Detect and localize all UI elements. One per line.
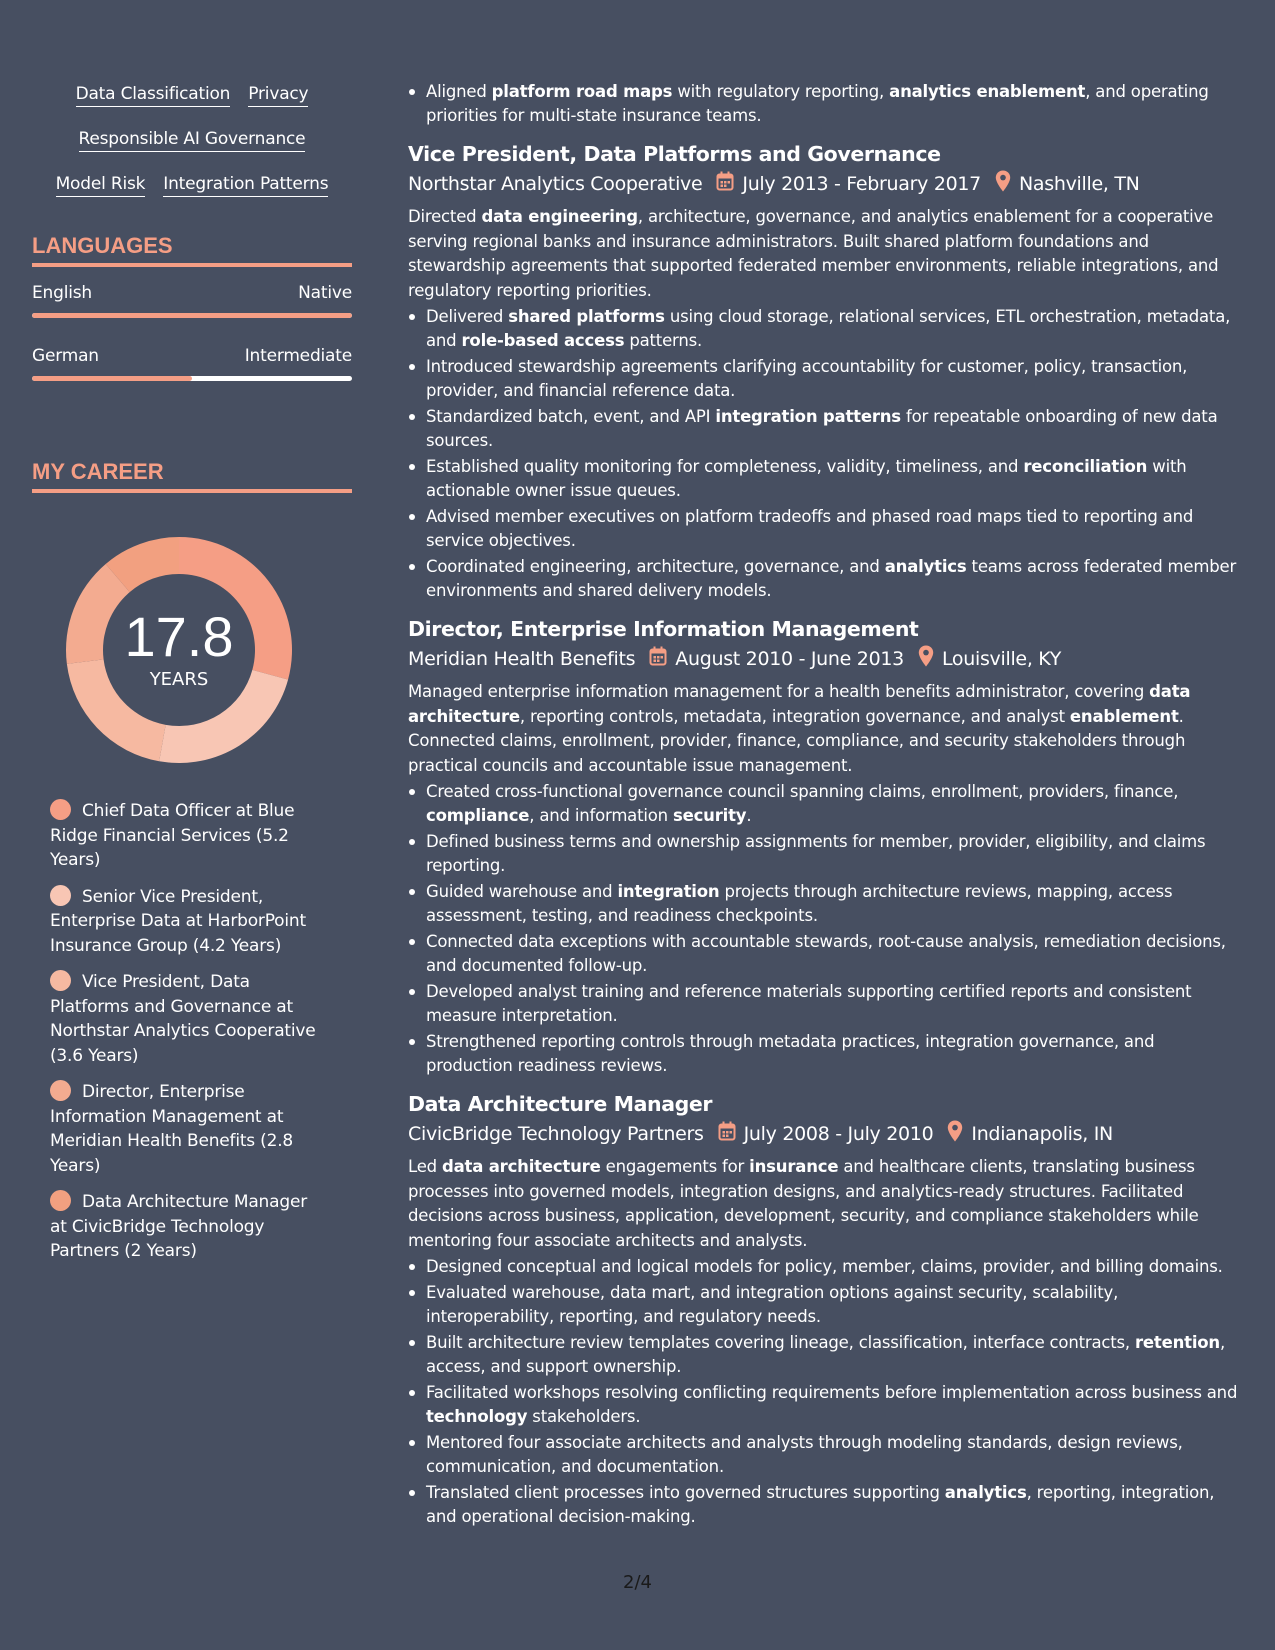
job-bullets bbox=[408, 305, 1238, 603]
job-title: Vice President, Data Platforms and Governance bbox=[408, 142, 941, 166]
legend-swatch bbox=[50, 970, 71, 991]
language-row bbox=[32, 346, 352, 366]
bullet-item bbox=[426, 780, 1238, 828]
career-legend bbox=[50, 799, 328, 1264]
carryover-bullets bbox=[408, 80, 1238, 128]
job-meta bbox=[408, 170, 1238, 197]
bullet-item bbox=[426, 80, 1238, 128]
emphasis-text: integration patterns bbox=[715, 407, 901, 426]
bullet-item bbox=[426, 1281, 1238, 1329]
text-run: , and operating priorities for multi-state insurance teams. bbox=[426, 82, 1209, 125]
job-location: Nashville, TN bbox=[1018, 172, 1140, 195]
donut-center bbox=[64, 535, 294, 765]
languages-heading: LANGUAGES bbox=[32, 233, 352, 267]
legend-swatch bbox=[50, 1190, 71, 1211]
text-run: , and information bbox=[529, 806, 673, 825]
job-location: Indianapolis, IN bbox=[971, 1122, 1113, 1145]
company-name: Northstar Analytics Cooperative bbox=[408, 172, 703, 195]
text-run: Connected data exceptions with accountable stewards, root-cause analysis, remediation decisions, and documented follow-up. bbox=[426, 932, 1226, 975]
text-run: Aligned bbox=[426, 82, 492, 101]
job-dates: July 2008 - July 2010 bbox=[743, 1122, 934, 1145]
career-legend-item bbox=[50, 799, 328, 873]
page-number: 2/4 bbox=[623, 1572, 652, 1593]
bullet-item bbox=[426, 830, 1238, 878]
career-total-unit: YEARS bbox=[149, 669, 209, 690]
emphasis-text: data engineering bbox=[481, 207, 638, 226]
skill-tag: Integration Patterns bbox=[163, 174, 328, 197]
text-run: Led bbox=[408, 1157, 442, 1176]
text-run: Coordinated engineering, architecture, governance, and bbox=[426, 557, 885, 576]
job-title: Data Architecture Manager bbox=[408, 1092, 713, 1116]
job-summary bbox=[408, 1155, 1238, 1253]
language-name: English bbox=[32, 283, 92, 303]
text-run: Translated client processes into governed structures supporting bbox=[426, 1483, 945, 1502]
language-level-fill bbox=[32, 313, 352, 318]
skill-tag: Model Risk bbox=[56, 174, 146, 197]
job-summary bbox=[408, 680, 1238, 778]
company-name: Meridian Health Benefits bbox=[408, 647, 636, 670]
skill-tag: Privacy bbox=[248, 84, 308, 107]
text-run: Evaluated warehouse, data mart, and integration options against security, scalability, interoperability, reporting, and regulatory needs. bbox=[426, 1283, 1119, 1326]
bullet-item bbox=[426, 1255, 1238, 1279]
job-entry bbox=[408, 617, 1238, 1078]
career-heading: MY CAREER bbox=[32, 459, 352, 493]
bullet-item bbox=[426, 930, 1238, 978]
text-run: . bbox=[746, 806, 752, 825]
legend-swatch bbox=[50, 885, 71, 906]
text-run: Managed enterprise information management for a health benefits administrator, covering bbox=[408, 682, 1150, 701]
text-run: Guided warehouse and bbox=[426, 882, 618, 901]
emphasis-text: role-based access bbox=[461, 331, 625, 350]
emphasis-text: analytics bbox=[944, 1483, 1027, 1502]
text-run: Created cross-functional governance council spanning claims, enrollment, providers, finance, bbox=[426, 782, 1179, 801]
bullet-item bbox=[426, 1030, 1238, 1078]
job-dates: July 2013 - February 2017 bbox=[742, 172, 981, 195]
legend-swatch bbox=[50, 799, 71, 820]
bullet-item bbox=[426, 455, 1238, 503]
calendar-icon bbox=[649, 646, 667, 671]
text-run: Introduced stewardship agreements clarifying accountability for customer, policy, transaction, provider, and financial reference data. bbox=[426, 357, 1188, 400]
career-legend-label: Director, Enterprise Information Management at Meridian Health Benefits (2.8 Years) bbox=[50, 1082, 294, 1176]
career-legend-item bbox=[50, 970, 328, 1068]
text-run: Established quality monitoring for completeness, validity, timeliness, and bbox=[426, 457, 1024, 476]
emphasis-text: data architecture bbox=[441, 1157, 601, 1176]
text-run: patterns. bbox=[624, 331, 703, 350]
language-level-bar bbox=[32, 313, 352, 318]
job-list bbox=[408, 142, 1238, 1529]
bullet-item bbox=[426, 1481, 1238, 1529]
text-run: using cloud storage, relational services, ETL orchestration, metadata, and bbox=[426, 307, 1231, 350]
text-run: Built architecture review templates covering lineage, classification, interface contracts, bbox=[426, 1333, 1135, 1352]
sidebar bbox=[32, 84, 352, 1276]
text-run: and healthcare clients, translating business processes into governed models, integration designs, and analytics-ready structures. Facilitated decisions across business, application, development, security, and compliance stakeholders while mentoring four associate architects and analysts. bbox=[408, 1157, 1199, 1250]
career-legend-item bbox=[50, 885, 328, 959]
map-pin-icon bbox=[995, 170, 1011, 197]
bullet-item bbox=[426, 1331, 1238, 1379]
bullet-item bbox=[426, 1381, 1238, 1429]
text-run: . Connected claims, enrollment, provider, finance, compliance, and security stakeholders through practical councils and accountable issue management. bbox=[408, 706, 1186, 775]
legend-swatch bbox=[50, 1080, 71, 1101]
language-level-bar bbox=[32, 376, 352, 381]
skill-tag-row bbox=[32, 84, 352, 107]
emphasis-text: reconciliation bbox=[1023, 457, 1148, 476]
job-meta bbox=[408, 645, 1238, 672]
career-donut-chart bbox=[64, 535, 294, 765]
bullet-item bbox=[426, 305, 1238, 353]
bullet-item bbox=[426, 880, 1238, 928]
career-legend-label: Senior Vice President, Enterprise Data at HarborPoint Insurance Group (4.2 Years) bbox=[50, 886, 306, 956]
languages-list bbox=[32, 283, 352, 381]
language-item bbox=[32, 346, 352, 381]
emphasis-text: technology bbox=[426, 1407, 528, 1426]
emphasis-text: analytics enablement bbox=[889, 82, 1086, 101]
text-run: Delivered bbox=[426, 307, 509, 326]
text-run: Developed analyst training and reference materials supporting certified reports and consistent measure interpretation. bbox=[426, 982, 1192, 1025]
language-name: German bbox=[32, 346, 99, 366]
bullet-item bbox=[426, 505, 1238, 553]
language-row bbox=[32, 283, 352, 303]
text-run: stakeholders. bbox=[527, 1407, 641, 1426]
job-summary bbox=[408, 205, 1238, 303]
company-name: CivicBridge Technology Partners bbox=[408, 1122, 704, 1145]
skill-tags bbox=[32, 84, 352, 197]
text-run: teams across federated member environments and shared delivery models. bbox=[426, 557, 1237, 600]
text-run: Strengthened reporting controls through metadata practices, integration governance, and production readiness reviews. bbox=[426, 1032, 1155, 1075]
calendar-icon bbox=[716, 171, 734, 196]
skill-tag: Responsible AI Governance bbox=[79, 129, 306, 152]
career-legend-label: Data Architecture Manager at CivicBridge Technology Partners (2 Years) bbox=[50, 1192, 307, 1261]
job-meta bbox=[408, 1120, 1238, 1147]
text-run: Defined business terms and ownership assignments for member, provider, eligibility, and claims reporting. bbox=[426, 832, 1206, 875]
text-run: , access, and support ownership. bbox=[426, 1333, 1226, 1376]
text-run: Facilitated workshops resolving conflicting requirements before implementation across business and bbox=[426, 1383, 1238, 1402]
calendar-icon bbox=[718, 1121, 736, 1146]
text-run: for repeatable onboarding of new data sources. bbox=[426, 407, 1218, 450]
emphasis-text: platform road maps bbox=[491, 82, 673, 101]
career-total-years: 17.8 bbox=[124, 605, 234, 668]
job-title: Director, Enterprise Information Management bbox=[408, 617, 919, 641]
career-legend-label: Vice President, Data Platforms and Governance at Northstar Analytics Cooperative (3.6 Years) bbox=[50, 972, 316, 1066]
text-run: engagements for bbox=[600, 1157, 750, 1176]
text-run: Directed bbox=[408, 207, 482, 226]
language-level: Native bbox=[298, 283, 352, 303]
bullet-item bbox=[426, 405, 1238, 453]
job-entry bbox=[408, 1092, 1238, 1529]
text-run: with regulatory reporting, bbox=[672, 82, 890, 101]
text-run: , reporting controls, metadata, integration governance, and analyst bbox=[519, 706, 1070, 726]
language-level-fill bbox=[32, 376, 192, 381]
emphasis-text: shared platforms bbox=[508, 307, 665, 326]
job-bullets bbox=[408, 780, 1238, 1078]
career-legend-label: Chief Data Officer at Blue Ridge Financial Services (5.2 Years) bbox=[50, 801, 295, 870]
job-dates: August 2010 - June 2013 bbox=[675, 647, 904, 670]
skill-tag-row bbox=[32, 174, 352, 197]
career-legend-item bbox=[50, 1190, 328, 1264]
bullet-item bbox=[426, 1431, 1238, 1479]
language-item bbox=[32, 283, 352, 318]
emphasis-text: data architecture bbox=[408, 682, 1191, 726]
bullet-item bbox=[426, 980, 1238, 1028]
text-run: Standardized batch, event, and API bbox=[426, 407, 716, 426]
emphasis-text: integration bbox=[617, 882, 720, 901]
skill-tag: Data Classification bbox=[76, 84, 231, 107]
text-run: Designed conceptual and logical models for policy, member, claims, provider, and billing domains. bbox=[426, 1257, 1223, 1276]
emphasis-text: compliance bbox=[426, 806, 530, 825]
emphasis-text: security bbox=[672, 806, 747, 825]
text-run: Advised member executives on platform tradeoffs and phased road maps tied to reporting and service objectives. bbox=[426, 507, 1194, 550]
map-pin-icon bbox=[947, 1120, 963, 1147]
job-location: Louisville, KY bbox=[941, 647, 1062, 670]
career-legend-item bbox=[50, 1080, 328, 1178]
emphasis-text: insurance bbox=[749, 1157, 839, 1176]
language-level: Intermediate bbox=[244, 346, 352, 366]
text-run: Mentored four associate architects and analysts through modeling standards, design reviews, communication, and documentation. bbox=[426, 1433, 1183, 1476]
text-run: projects through architecture reviews, mapping, access assessment, testing, and readiness checkpoints. bbox=[426, 882, 1173, 925]
bullet-item bbox=[426, 555, 1238, 603]
text-run: , reporting, integration, and operational decision-making. bbox=[426, 1483, 1215, 1526]
emphasis-text: analytics bbox=[884, 557, 967, 576]
emphasis-text: enablement bbox=[1069, 706, 1179, 726]
bullet-item bbox=[426, 355, 1238, 403]
job-bullets bbox=[408, 1255, 1238, 1529]
job-entry bbox=[408, 142, 1238, 603]
experience-section bbox=[408, 80, 1238, 1531]
emphasis-text: retention bbox=[1134, 1333, 1220, 1352]
map-pin-icon bbox=[918, 645, 934, 672]
text-run: with actionable owner issue queues. bbox=[426, 457, 1187, 500]
text-run: , architecture, governance, and analytics enablement for a cooperative serving regional banks and insurance administrators. Built shared platform foundations and stewardship agreements that supported federated member environments, reliable integrations, and regulatory reporting priorities. bbox=[408, 207, 1219, 300]
skill-tag-row bbox=[32, 129, 352, 152]
